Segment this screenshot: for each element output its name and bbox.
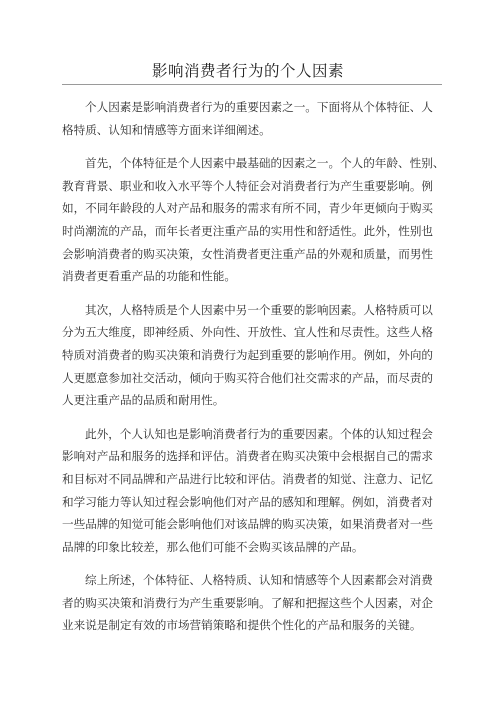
paragraph-line: 分为五大维度，即神经质、外向性、开放性、宜人性和尽责性。这些人格 bbox=[62, 325, 434, 340]
paragraph-line: 此外，个人认知也是影响消费者行为的重要因素。个体的认知过程会 bbox=[85, 426, 433, 441]
paragraph-line: 人更注重产品的品质和耐用性。 bbox=[62, 393, 225, 408]
paragraph-conclusion bbox=[62, 569, 446, 637]
paragraph-line: 和目标对不同品牌和产品进行比较和评估。消费者的知觉、注意力、记忆 bbox=[62, 471, 434, 486]
paragraph-personality bbox=[62, 299, 446, 412]
paragraph-line: 者的购买决策和消费行为产生重要影响。了解和把握这些个人因素，对企 bbox=[62, 595, 434, 610]
page-title: 影响消费者行为的个人因素 bbox=[151, 62, 344, 80]
paragraph-line: 个人因素是影响消费者行为的重要因素之一。下面将从个体特征、人 bbox=[85, 100, 433, 114]
paragraph-line: 消费者更看重产品的功能和性能。 bbox=[62, 269, 236, 284]
paragraph-line: 人更愿意参加社交活动，倾向于购买符合他们社交需求的产品，而尽责的 bbox=[62, 370, 434, 385]
paragraph-line: 首先，个体特征是个人因素中最基础的因素之一。个人的年龄、性别、 bbox=[85, 156, 445, 171]
paragraph-line: 教育背景、职业和收入水平等个人特征会对消费者行为产生重要影响。例 bbox=[62, 178, 434, 193]
title-divider bbox=[62, 84, 442, 85]
paragraph-individual-traits bbox=[62, 152, 446, 288]
paragraph-line: 品牌的印象比较差，那么他们可能不会购买该品牌的产品。 bbox=[62, 539, 364, 554]
paragraph-line: 影响对产品和服务的选择和评估。消费者在购买决策中会根据自己的需求 bbox=[62, 449, 434, 464]
paragraph-line: 业来说是制定有效的市场营销策略和提供个性化的产品和服务的关键。 bbox=[62, 618, 422, 633]
paragraph-cognition bbox=[62, 423, 446, 559]
paragraph-line: 格特质、认知和情感等方面来详细阐述。 bbox=[62, 122, 271, 137]
paragraph-line: 和学习能力等认知过程会影响他们对产品的感知和理解。例如，消费者对 bbox=[62, 494, 434, 509]
paragraph-intro bbox=[62, 96, 446, 141]
paragraph-line: 其次，人格特质是个人因素中另一个重要的影响因素。人格特质可以 bbox=[85, 302, 433, 317]
paragraph-line: 特质对消费者的购买决策和消费行为起到重要的影响作用。例如，外向的 bbox=[62, 347, 434, 362]
document-body bbox=[62, 96, 446, 648]
paragraph-line: 如，不同年龄段的人对产品和服务的需求有所不同，青少年更倾向于购买 bbox=[62, 201, 434, 216]
paragraph-line: 综上所述，个体特征、人格特质、认知和情感等个人因素都会对消费 bbox=[85, 573, 433, 588]
paragraph-line: 时尚潮流的产品，而年长者更注重产品的实用性和舒适性。此外，性别也 bbox=[62, 223, 434, 238]
paragraph-line: 会影响消费者的购买决策，女性消费者更注重产品的外观和质量，而男性 bbox=[62, 246, 434, 261]
paragraph-line: 一些品牌的知觉可能会影响他们对该品牌的购买决策，如果消费者对一些 bbox=[62, 517, 434, 532]
